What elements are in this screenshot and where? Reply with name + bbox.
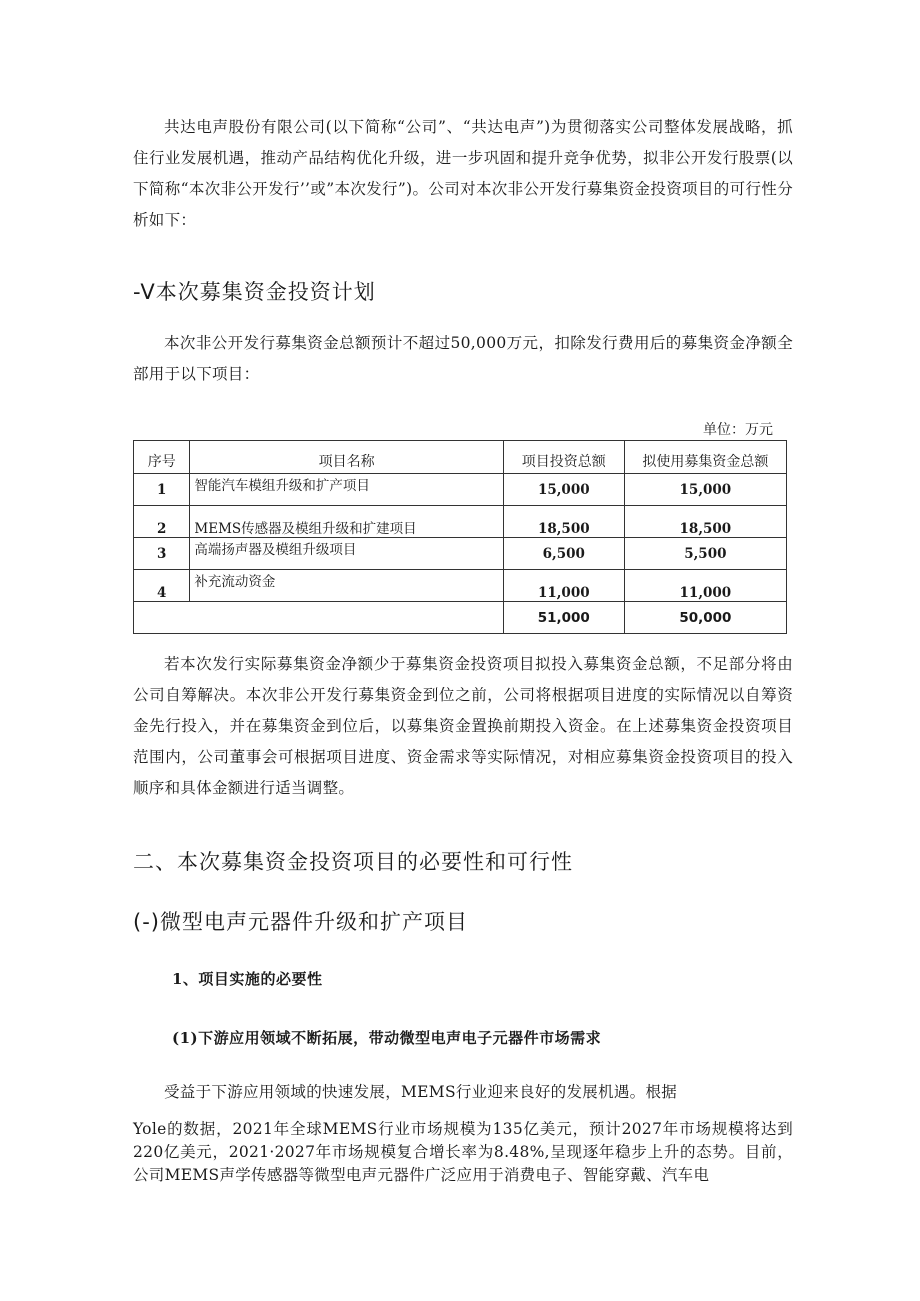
table-header-row xyxy=(134,441,787,474)
row-no: 4 xyxy=(134,570,190,602)
row-project-name: 智能汽车模组升级和扩产项目 xyxy=(190,474,503,506)
row-investment: 11,000 xyxy=(503,570,624,602)
row-funds-used: 5,500 xyxy=(624,538,786,570)
table-total-row xyxy=(134,602,787,634)
mems-paragraph-2: Yole的数据，2021年全球MEMS行业市场规模为135亿美元，预计2027年市场规模将达到220亿美元，2021·2027年市场规模复合增长率为8.48%,呈现逐年稳步上升的态势。目前，公司MEMS声学传感器等微型电声元器件广泛应用于消费电子、智能穿戴、汽车电 xyxy=(133,1120,793,1184)
subsection-heading: (-)微型电声元器件升级和扩产项目 xyxy=(133,910,468,934)
table-row xyxy=(134,506,787,538)
row-funds-used: 15,000 xyxy=(624,474,786,506)
item-heading: 1、项目实施的必要性 xyxy=(172,970,323,988)
section-heading-1: -V本次募集资金投资计划 xyxy=(133,280,376,304)
total-investment: 51,000 xyxy=(503,602,624,634)
table-unit-label: 单位：万元 xyxy=(703,422,773,438)
row-no: 3 xyxy=(134,538,190,570)
header-no: 序号 xyxy=(134,441,190,474)
section-heading-2: 二、本次募集资金投资项目的必要性和可行性 xyxy=(133,850,573,874)
row-project-name: MEMS传感器及模组升级和扩建项目 xyxy=(190,506,503,538)
row-funds-used: 11,000 xyxy=(624,570,786,602)
row-investment: 15,000 xyxy=(503,474,624,506)
plan-paragraph: 本次非公开发行募集资金总额预计不超过50,000万元，扣除发行费用后的募集资金净额全部用于以下项目： xyxy=(133,334,793,383)
after-table-paragraph: 若本次发行实际募集资金净额少于募集资金投资项目拟投入募集资金总额，不足部分将由公司自筹解决。本次非公开发行募集资金到位之前，公司将根据项目进度的实际情况以自筹资金先行投入，并在募集资金到位后，以募集资金置换前期投入资金。在上述募集资金投资项目范围内，公司董事会可根据项目进度、资金需求等实际情况，对相应募集资金投资项目的投入顺序和具体金额进行适当调整。 xyxy=(133,655,793,797)
row-investment: 6,500 xyxy=(503,538,624,570)
row-project-name: 高端扬声器及模组升级项目 xyxy=(190,538,503,570)
row-project-name: 补充流动资金 xyxy=(190,570,503,602)
fund-allocation-table xyxy=(133,440,787,634)
header-funds-used: 拟使用募集资金总额 xyxy=(624,441,786,474)
table-row xyxy=(134,474,787,506)
header-project-name: 项目名称 xyxy=(190,441,503,474)
total-funds-used: 50,000 xyxy=(624,602,786,634)
table-row xyxy=(134,570,787,602)
table-row xyxy=(134,538,787,570)
mems-paragraph-1: 受益于下游应用领域的快速发展，MEMS行业迎来良好的发展机遇。根据 xyxy=(164,1083,678,1101)
row-investment: 18,500 xyxy=(503,506,624,538)
intro-paragraph: 共达电声股份有限公司(以下简称“公司”、“共达电声”)为贯彻落实公司整体发展战略，抓住行业发展机遇，推动产品结构优化升级，进一步巩固和提升竞争优势，拟非公开发行股票(以下简称“本次非公开发行’’或”本次发行”)。公司对本次非公开发行募集资金投资项目的可行性分析如下： xyxy=(133,118,793,229)
total-label-cell xyxy=(134,602,504,634)
row-funds-used: 18,500 xyxy=(624,506,786,538)
row-no: 1 xyxy=(134,474,190,506)
header-investment: 项目投资总额 xyxy=(503,441,624,474)
point-heading: (1)下游应用领域不断拓展，带动微型电声电子元器件市场需求 xyxy=(172,1029,602,1047)
row-no: 2 xyxy=(134,506,190,538)
